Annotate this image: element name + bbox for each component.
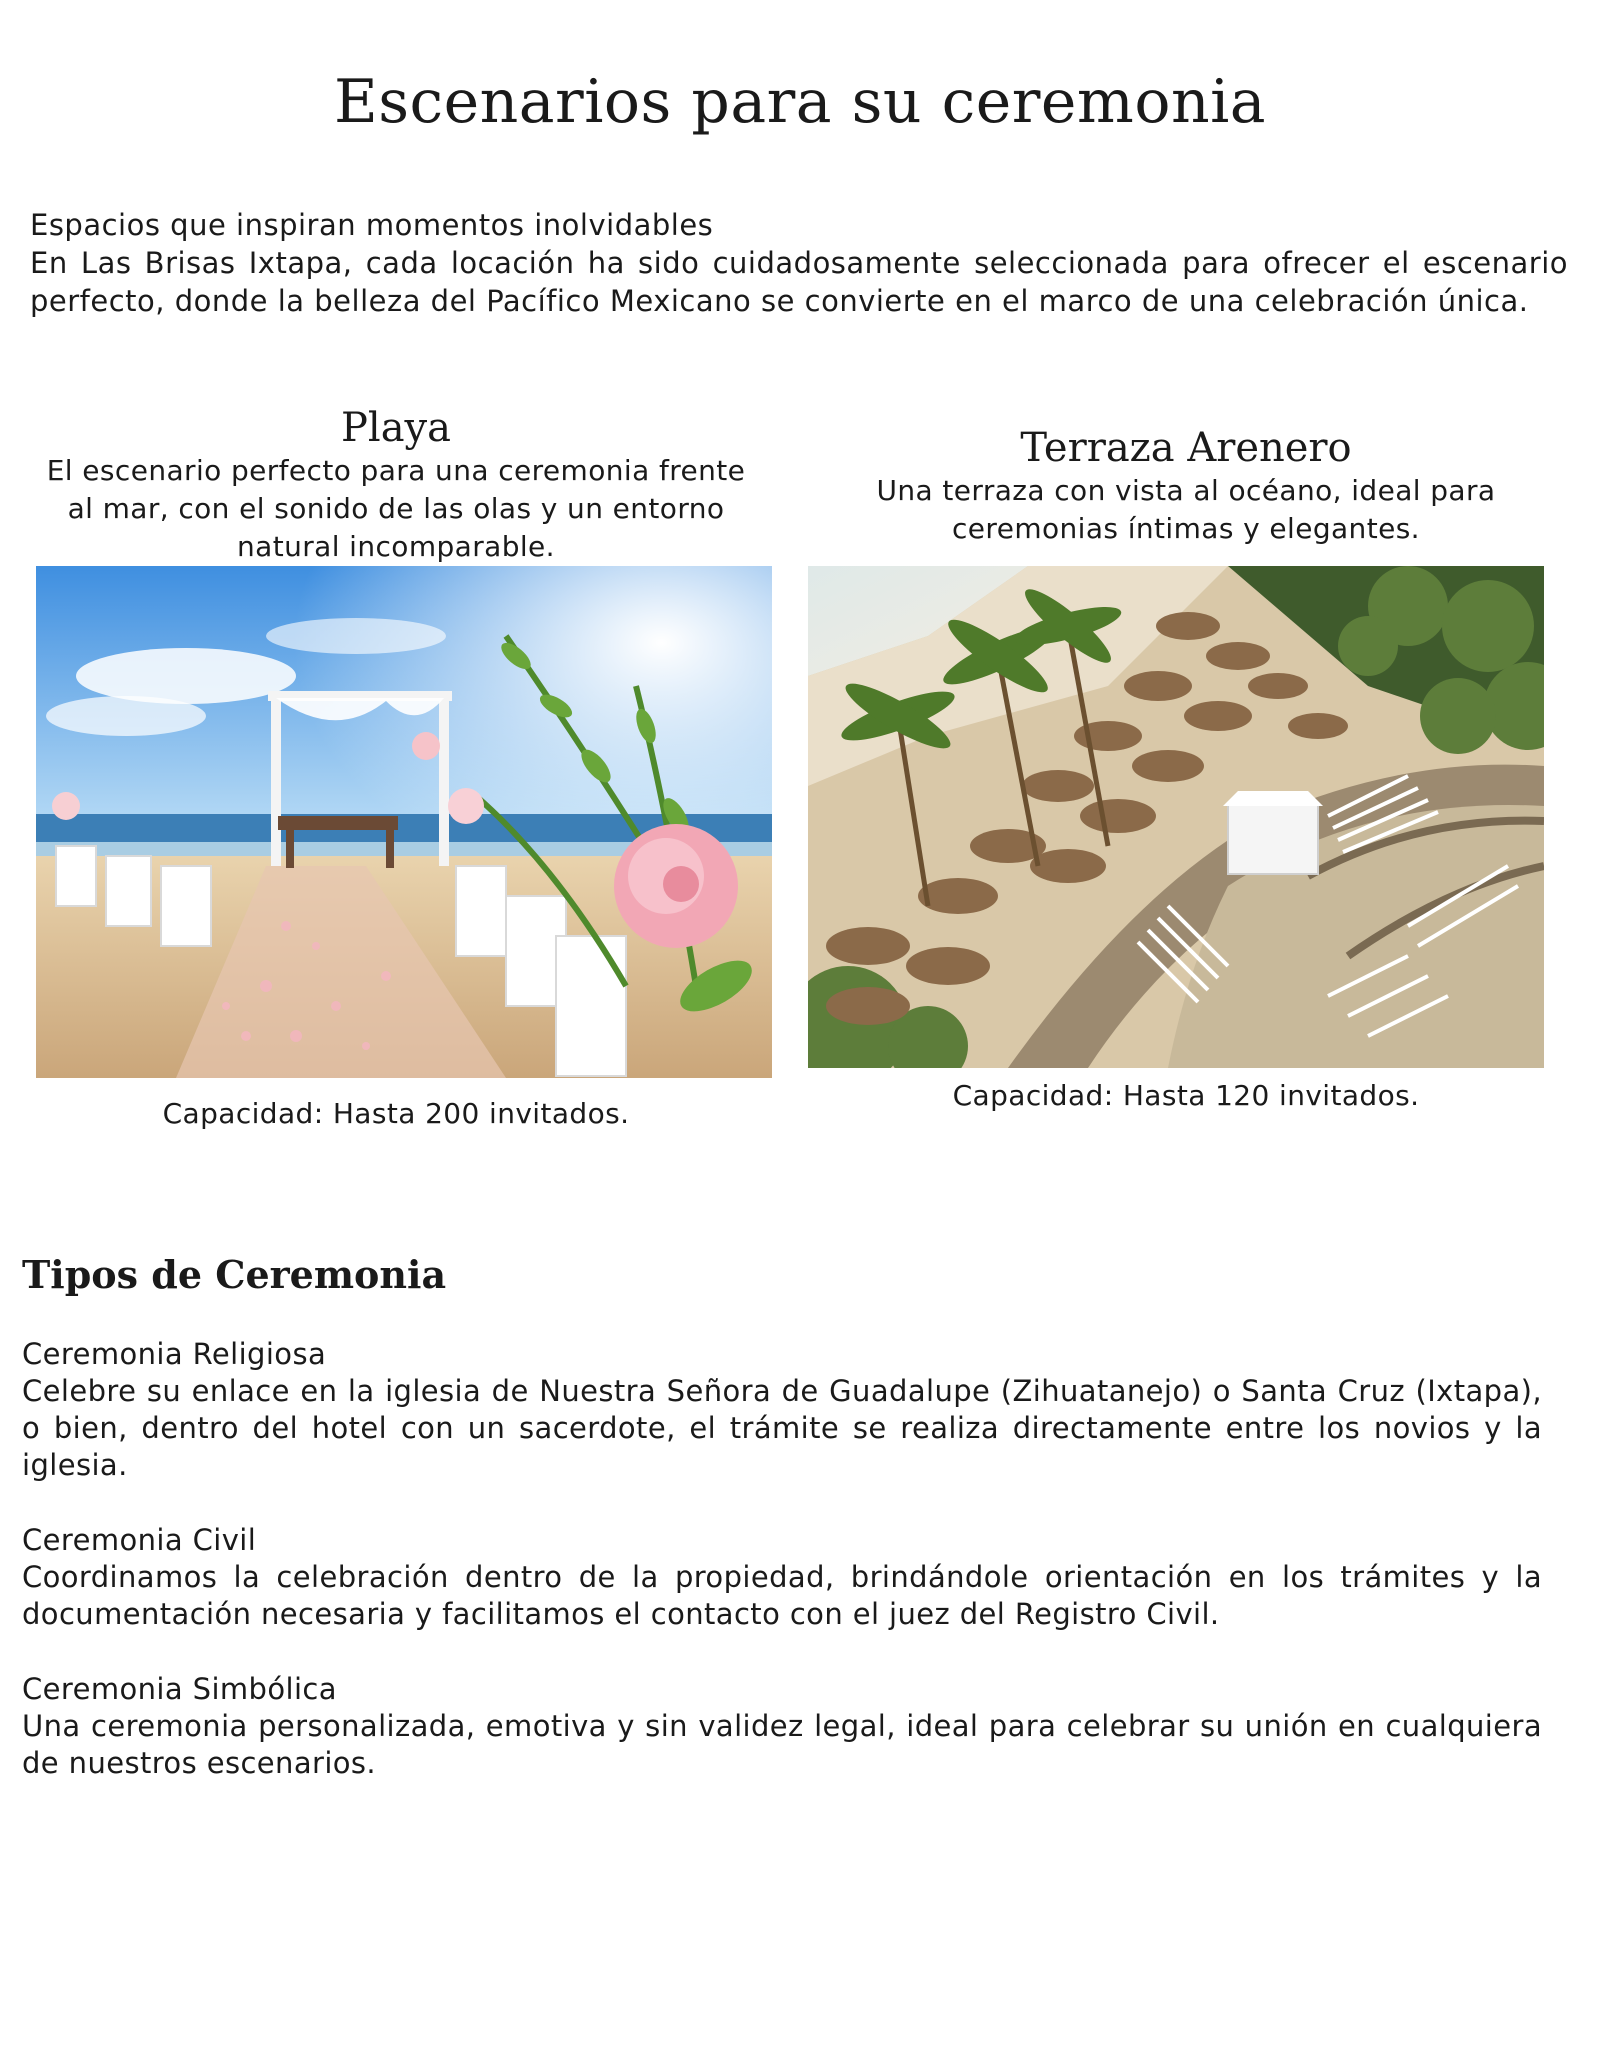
ceremony-type-name: Ceremonia Religiosa — [22, 1337, 327, 1371]
ceremony-type-description: Celebre su enlace en la iglesia de Nuestra Señora de Guadalupe (Zihuatanejo) o Santa Cruz (Ixtapa), o bien, dentro del hotel con un sacerdote, el trámite se realiza directamente entre los novios y la iglesia. — [22, 1374, 1542, 1482]
intro-section — [30, 206, 1568, 320]
intro-lead: Espacios que inspiran momentos inolvidables — [30, 208, 714, 242]
venue-title-playa: Playa — [341, 405, 451, 451]
terrace-ceremony-photo — [808, 566, 1544, 1068]
ceremony-types-title: Tipos de Ceremonia — [22, 1252, 447, 1297]
intro-body: En Las Brisas Ixtapa, cada locación ha sido cuidadosamente seleccionada para ofrecer el escenario perfecto, donde la belleza del Pacífico Mexicano se convierte en el marco de una celebración única. — [30, 246, 1568, 318]
page-title: Escenarios para su ceremonia — [333, 67, 1267, 137]
venue-capacity-playa: Capacidad: Hasta 200 invitados. — [162, 1097, 630, 1130]
ceremony-type-civil — [22, 1522, 1542, 1633]
ceremony-type-religiosa — [22, 1336, 1542, 1484]
ceremony-type-name: Ceremonia Simbólica — [22, 1672, 337, 1706]
ceremony-type-simbolica — [22, 1671, 1542, 1782]
venue-description-playa: El escenario perfecto para una ceremonia frente al mar, con el sonido de las olas y un entorno natural incomparable. — [46, 454, 746, 563]
ceremony-type-description: Una ceremonia personalizada, emotiva y sin validez legal, ideal para celebrar su unión en cualquiera de nuestros escenarios. — [22, 1709, 1542, 1780]
venue-capacity-terraza-arenero: Capacidad: Hasta 120 invitados. — [952, 1079, 1420, 1112]
venue-title-terraza-arenero: Terraza Arenero — [1020, 425, 1352, 471]
ceremony-type-name: Ceremonia Civil — [22, 1523, 257, 1557]
venue-description-terraza-arenero: Una terraza con vista al océano, ideal para ceremonias íntimas y elegantes. — [876, 474, 1496, 545]
ceremony-type-description: Coordinamos la celebración dentro de la propiedad, brindándole orientación en los trámites y la documentación necesaria y facilitamos el contacto con el juez del Registro Civil. — [22, 1560, 1542, 1631]
beach-ceremony-photo — [36, 566, 772, 1078]
